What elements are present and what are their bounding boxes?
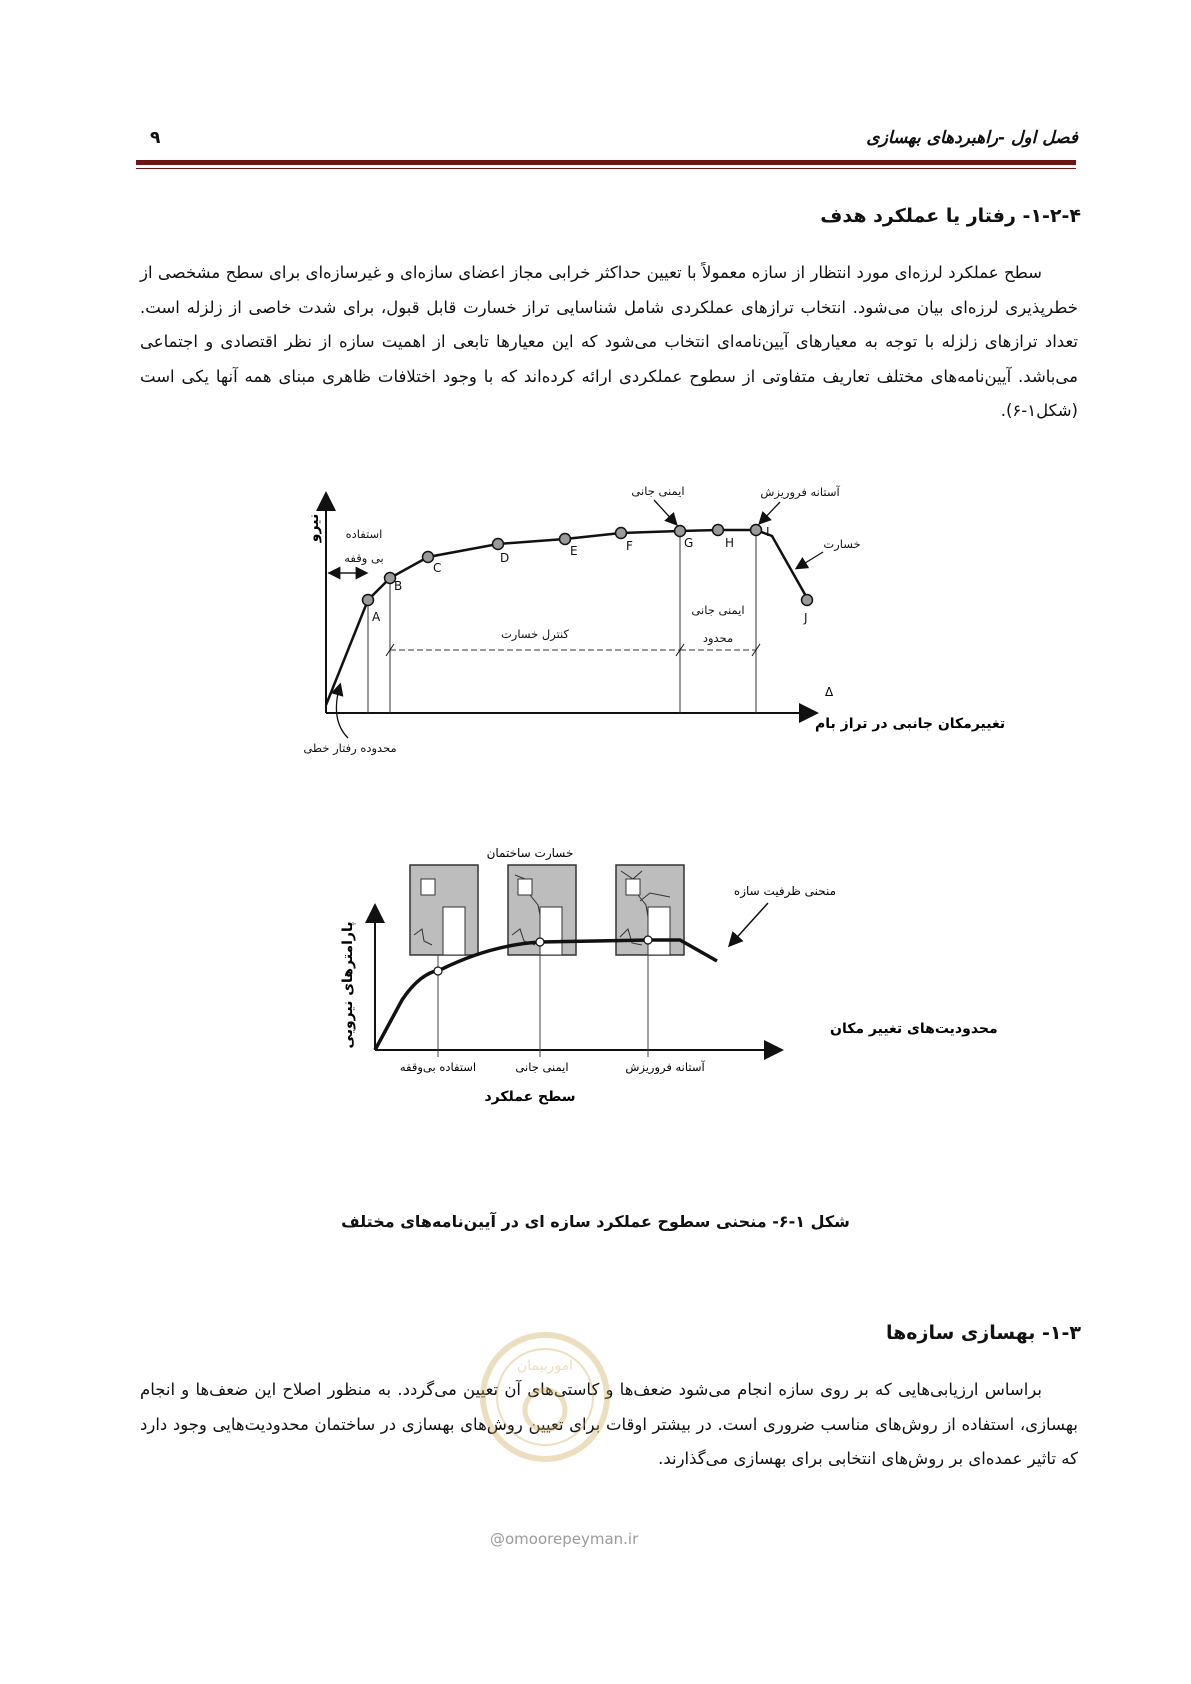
label-immediate-use-1: استفاده — [345, 527, 383, 541]
watermark-logo — [480, 1315, 610, 1505]
delta-symbol: Δ — [825, 685, 834, 699]
section-heading-target-performance: ۱-۲-۴- رفتار یا عملکرد هدف — [820, 205, 1081, 227]
point-label-h: H — [725, 536, 735, 550]
performance-levels-figure — [340, 845, 998, 1125]
label-building-damage: خسارت ساختمان — [486, 846, 574, 860]
point-label-d: D — [500, 551, 510, 565]
level-collapse-prevention: آستانه فروریزش — [625, 1060, 705, 1074]
label-immediate-use-2: بی وقفه — [344, 551, 384, 565]
x-axis-label: محدودیت‌های تغییر مکان — [830, 1021, 998, 1037]
y-axis-label: نیرو — [306, 513, 322, 543]
header-rule — [136, 160, 1076, 165]
label-damage: خسارت — [823, 537, 861, 551]
label-capacity-curve: منحنی ظرفیت سازه — [733, 884, 837, 898]
paragraph-text: سطح عملکرد لرزه‌ای مورد انتظار از سازه معمولاً با تعیین حداکثر خرابی مجاز اعضای سازه‌ای و غیرسازه‌ای برای سطح مشخصی از خطرپذیری لرزه‌ای بیان می‌شود. انتخاب ترازهای عملکردی شامل شناسایی تراز خسارت قابل قبول، برای شدت خاصی از زلزله است. تعداد ترازهای زلزله با توجه به معیارهای آیین‌نامه‌ای انتخاب می‌شود که این معیارها تابعی از اهمیت سازه از نظر اقتصادی و اجتماعی می‌باشد. آیین‌نامه‌های مختلف تعاریف متفاوتی از سطوح عملکردی ارائه کرده‌اند که با وجود اختلافات ظاهری مبنای همه آنها یکی است (شکل۱-۶). — [140, 263, 1078, 420]
label-life-safety: ایمنی جانی — [631, 484, 685, 498]
label-limited-safety-1: ایمنی جانی — [691, 603, 745, 617]
point-label-f: F — [626, 539, 633, 553]
running-header-title: فصل اول -راهبردهای بهسازی — [866, 128, 1078, 148]
watermark-website: @omoorepeyman.ir — [490, 1530, 639, 1548]
label-collapse-threshold: آستانه فروریزش — [760, 485, 840, 499]
level-immediate-occupancy: استفاده بی‌وقفه — [399, 1060, 477, 1074]
header-rule-thin — [136, 168, 1076, 169]
capacity-curve — [375, 940, 717, 1050]
label-damage-control: کنترل خسارت — [500, 627, 570, 641]
figure-caption: شکل ۱-۶- منحنی سطوح عملکرد سازه ای در آیین‌نامه‌های مختلف — [341, 1212, 850, 1231]
point-label-b: B — [394, 579, 403, 593]
point-label-c: C — [433, 561, 442, 575]
point-label-i: I — [766, 525, 770, 539]
section-heading-retrofitting: ۱-۳- بهسازی سازه‌ها — [886, 1322, 1081, 1344]
level-life-safety: ایمنی جانی — [515, 1060, 569, 1074]
point-label-j: J — [804, 611, 808, 625]
y-axis-label: پارامترهای نیرویی — [340, 921, 356, 1049]
point-label-a: A — [372, 610, 381, 624]
label-linear-range: محدوده رفتار خطی — [303, 741, 397, 755]
label-limited-safety-2: محدود — [702, 631, 734, 645]
page-number: ۹ — [150, 128, 161, 148]
pushover-curve-figure — [300, 470, 1006, 770]
label-performance-level: سطح عملکرد — [484, 1089, 576, 1105]
point-label-e: E — [570, 544, 578, 558]
point-label-g: G — [684, 536, 694, 550]
x-axis-label: تغییرمکان جانبی در تراز بام — [815, 716, 1006, 732]
paragraph-text: براساس ارزیابی‌هایی که بر روی سازه انجام می‌شود ضعف‌ها و کاستی‌های آن تعیین می‌گردد. به منظور اصلاح این ضعف‌ها و انجام بهسازی، استفاده از روش‌های مناسب ضروری است. در بیشتر اوقات برای تعیین روش‌های بهسازی در ساختمان محدودیت‌هایی وجود دارد که تاثیر عمده‌ای بر روش‌های انتخابی برای بهسازی می‌گذارند. — [140, 1380, 1078, 1468]
watermark-brand: امورپیمان — [516, 1358, 574, 1374]
paragraph-target-performance — [140, 256, 1078, 429]
capacity-curve — [326, 530, 807, 705]
